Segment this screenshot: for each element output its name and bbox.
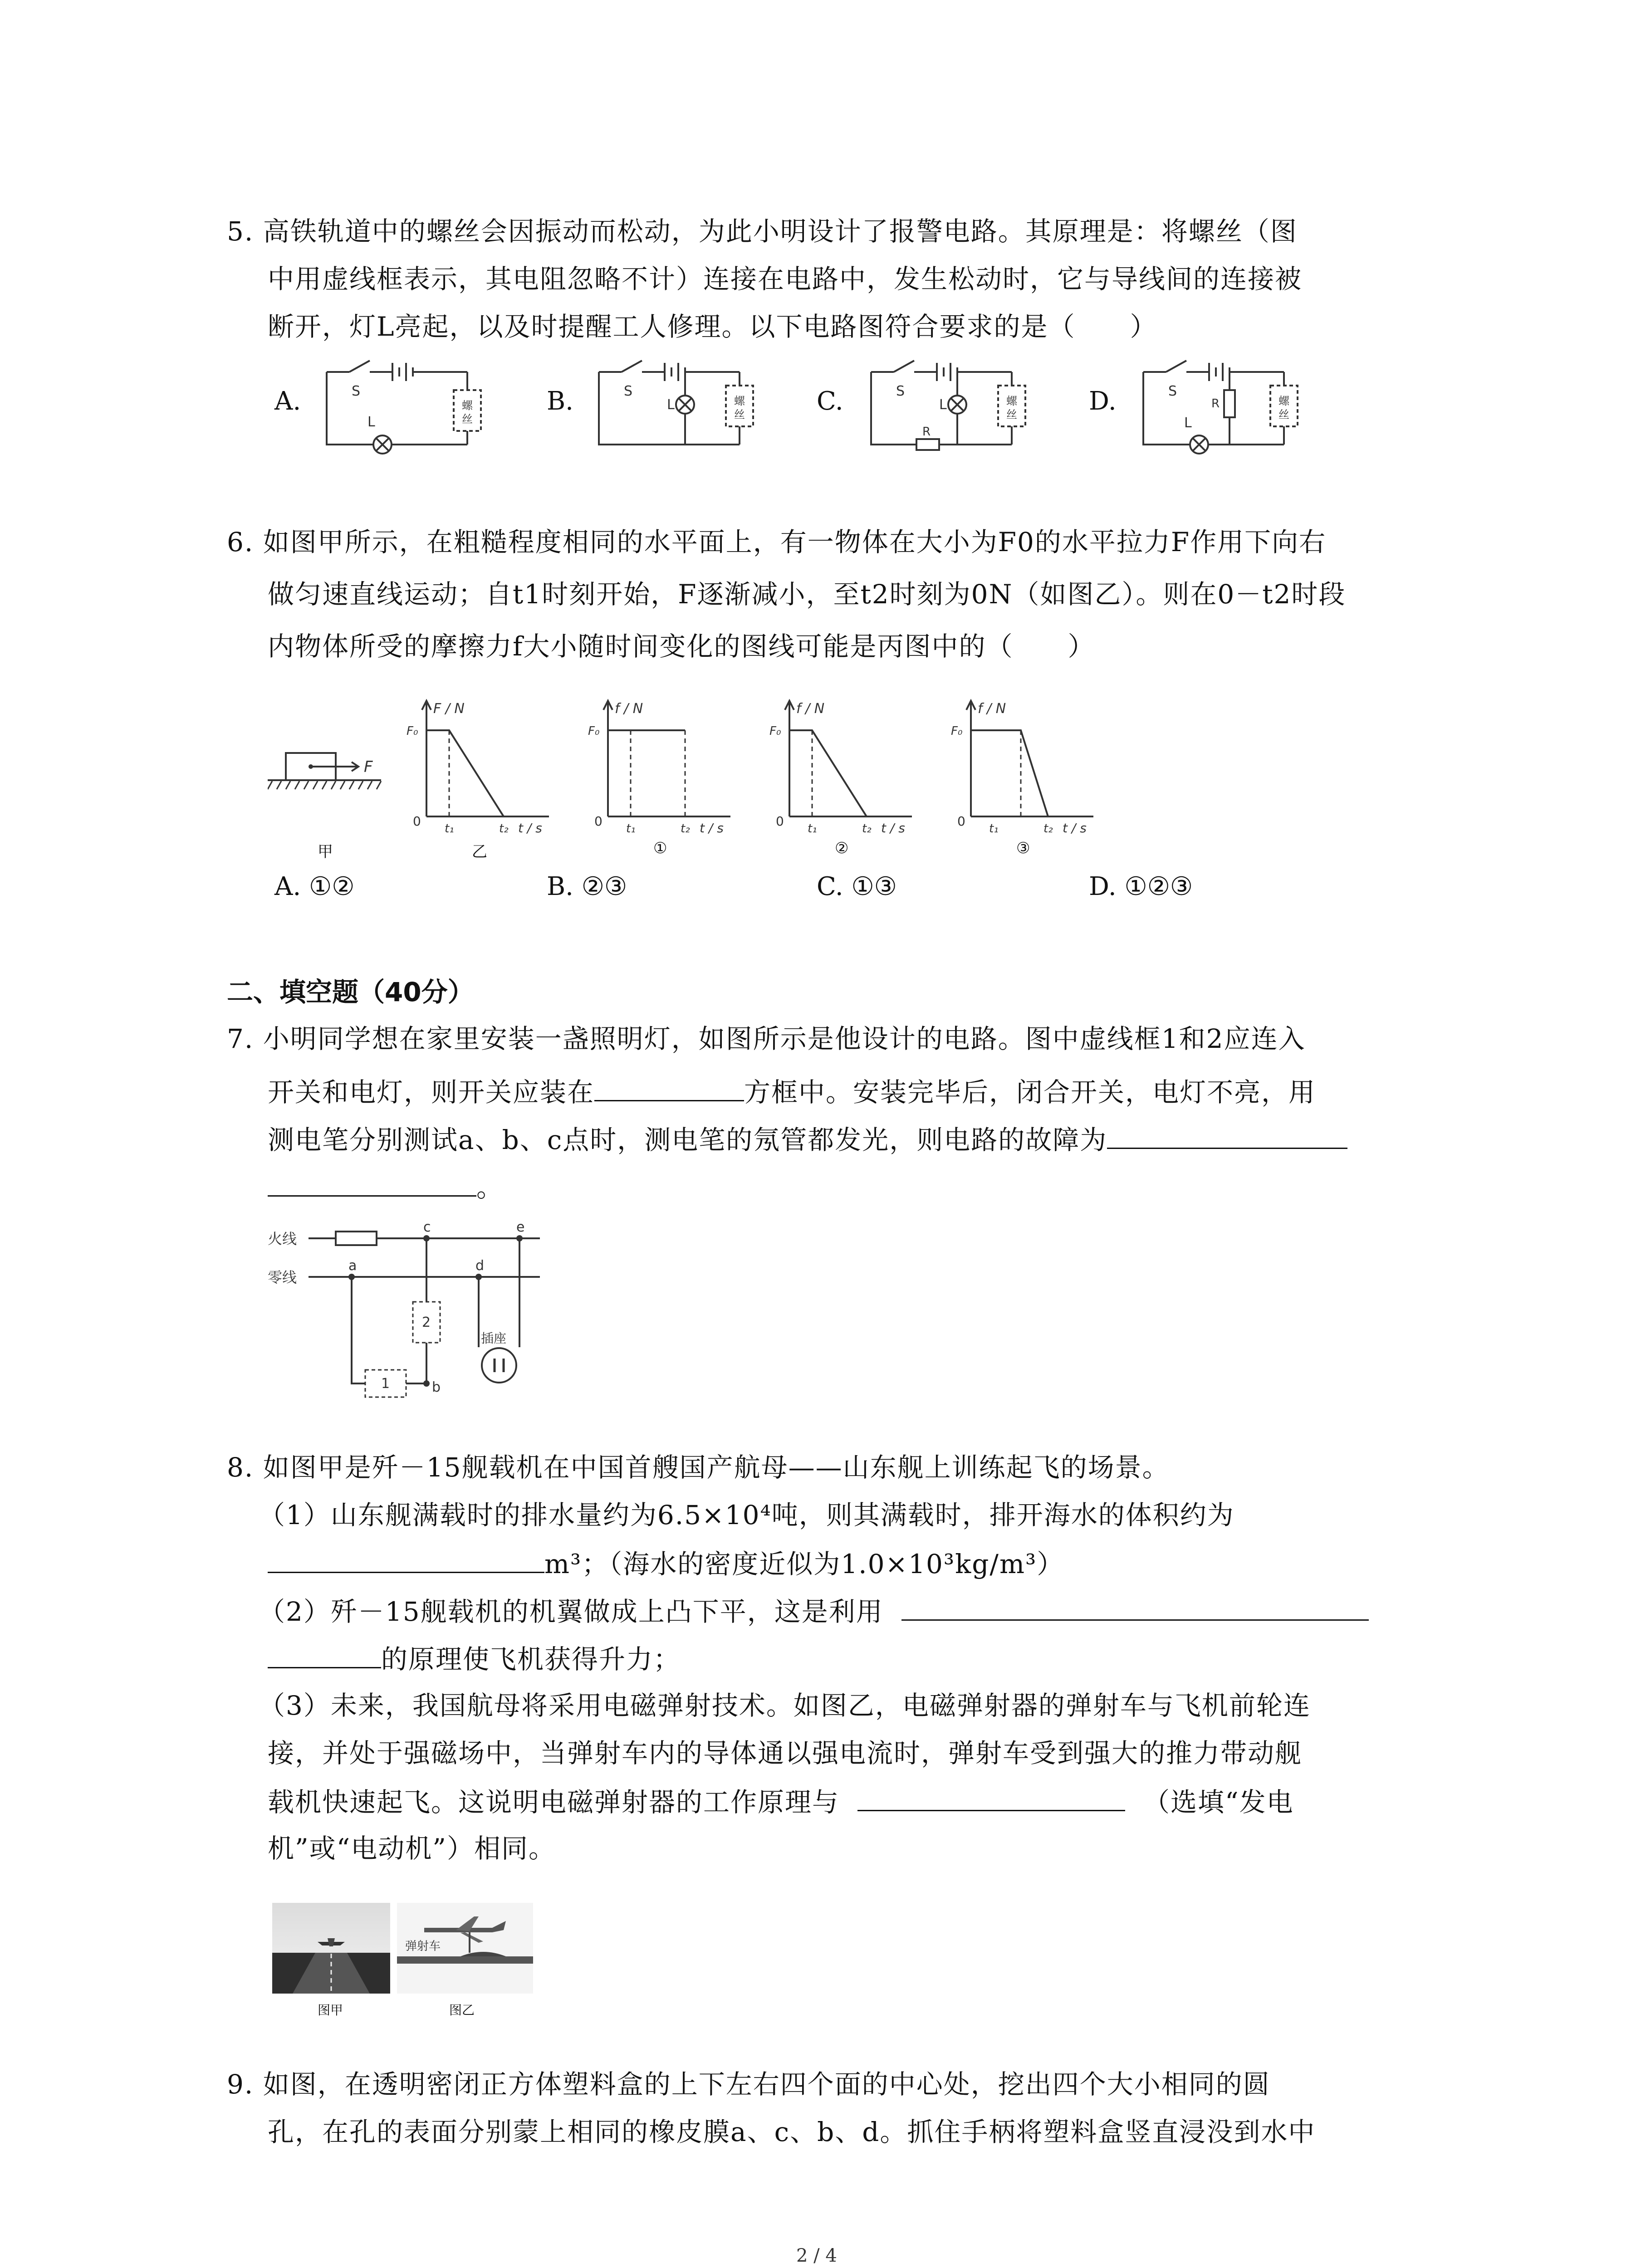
q7-line-3-text: 测电笔分别测试a、b、c点时，测电笔的氖管都发光，则电路的故障为: [268, 1124, 1107, 1155]
q8-part3-line-d: 机”或“电动机”）相同。: [268, 1833, 556, 1864]
house-wiring-diagram: [268, 1207, 585, 1402]
svg-text:F₀: F₀: [951, 724, 963, 738]
q8-part1-line-b: [268, 1545, 1064, 1582]
q7-line-2-text-b: 方框中。安装完毕后，闭合开关，电灯不亮，用: [744, 1077, 1316, 1108]
label-point-a: a: [348, 1258, 357, 1274]
q8-part1-line-a: （1）山东舰满载时的排水量约为6.5×10⁴吨，则其满载时，排开海水的体积约为: [259, 1500, 1234, 1530]
q7-blank-2a[interactable]: [1107, 1120, 1347, 1149]
graph-yi-force-time: [399, 689, 563, 835]
svg-text:t₂: t₂: [1043, 822, 1053, 835]
q7-line-2-text-a: 开关和电灯，则开关应装在: [268, 1077, 595, 1108]
q7-blank-1[interactable]: [594, 1073, 744, 1101]
graph-1-friction-time: [581, 689, 744, 835]
caption-circle-1: ①: [653, 839, 667, 857]
label-point-e: e: [516, 1219, 525, 1235]
q9-line-1: 9. 如图，在透明密闭正方体塑料盒的上下左右四个面的中心处，挖出四个大小相同的圆: [227, 2069, 1270, 2100]
figure-block-on-surface: [268, 744, 399, 812]
q6-line-2: 做匀速直线运动；自t1时刻开始，F逐渐减小，至t2时刻为0N（如图乙）。则在0－t2时段: [268, 579, 1346, 610]
circuit-diagram-c: [862, 354, 1053, 458]
caption-circle-3: ③: [1016, 839, 1030, 857]
svg-text:f / N: f / N: [796, 701, 825, 717]
svg-text:丝: 丝: [1279, 408, 1289, 421]
page-number: 2 / 4: [796, 2245, 837, 2266]
q8-blank-2b[interactable]: [268, 1640, 381, 1668]
caption-figure-jia: 图甲: [318, 2003, 343, 2018]
svg-text:t / s: t / s: [881, 821, 905, 835]
q6-option-d: D. ①②③: [1089, 872, 1193, 901]
svg-text:R: R: [1211, 397, 1220, 411]
svg-text:F / N: F / N: [433, 701, 465, 717]
svg-text:t₁: t₁: [626, 822, 636, 835]
q8-blank-3[interactable]: [857, 1783, 1125, 1811]
section-heading-fill-in: 二、填空题（40分）: [227, 977, 474, 1007]
photo-carrier-takeoff: [272, 1903, 390, 1994]
q7-line-4: [268, 1168, 504, 1206]
q8-part3-line-b: 接，并处于强磁场中，当弹射车内的导体通以强电流时，弹射车受到强大的推力带动舰: [268, 1738, 1303, 1769]
caption-circle-2: ②: [835, 839, 849, 857]
svg-text:F₀: F₀: [407, 724, 418, 738]
label-live-wire: 火线: [268, 1230, 297, 1247]
svg-text:t₁: t₁: [445, 822, 454, 835]
graph-2-friction-time: [762, 689, 926, 835]
q6-line-1: 6. 如图甲所示，在粗糙程度相同的水平面上，有一物体在大小为F0的水平拉力F作用下向右: [227, 527, 1327, 557]
q6-option-b: B. ②③: [547, 872, 627, 901]
q5-line-2: 中用虚线框表示，其电阻忽略不计）连接在电路中，发生松动时，它与导线间的连接被: [268, 264, 1303, 294]
q8-part2-text-a: （2）歼－15舰载机的机翼做成上凸下平，这是利用: [259, 1596, 883, 1627]
q5-option-a-label: A.: [274, 386, 301, 416]
q8-part2-text-b: 的原理使飞机获得升力；: [381, 1644, 681, 1675]
q6-line-3: 内物体所受的摩擦力f大小随时间变化的图线可能是丙图中的（ ）: [268, 631, 1095, 662]
q7-line-2: [268, 1073, 1316, 1110]
label-point-b: b: [432, 1379, 441, 1395]
label-box-2: 2: [422, 1315, 431, 1330]
svg-text:F₀: F₀: [588, 724, 600, 738]
svg-text:螺: 螺: [734, 395, 745, 407]
svg-text:f / N: f / N: [615, 701, 643, 717]
q7-blank-2b[interactable]: [268, 1168, 476, 1197]
svg-text:F₀: F₀: [769, 724, 781, 738]
q8-part2-line-a: [259, 1592, 1369, 1630]
q5-option-b-label: B.: [547, 386, 573, 416]
q5-option-c-label: C.: [817, 386, 843, 416]
q7-line-4-text: 。: [476, 1172, 504, 1203]
svg-text:t₂: t₂: [681, 822, 690, 835]
circuit-diagram-a: [318, 354, 508, 458]
svg-text:0: 0: [594, 814, 603, 829]
circuit-diagram-d: [1134, 354, 1325, 458]
q8-part2-line-b: [268, 1640, 681, 1677]
q8-part3-line-c: [268, 1783, 1294, 1820]
q5-line-1: 5. 高铁轨道中的螺丝会因振动而松动，为此小明设计了报警电路。其原理是：将螺丝（图: [227, 216, 1298, 247]
svg-text:t₂: t₂: [499, 822, 509, 835]
label-point-c: c: [423, 1219, 431, 1235]
label-socket: 插座: [481, 1331, 507, 1346]
graph-3-friction-time: [944, 689, 1107, 835]
q8-part3-text-c1: 载机快速起飞。这说明电磁弹射器的工作原理与: [268, 1787, 840, 1818]
svg-text:S: S: [624, 383, 633, 399]
svg-text:S: S: [896, 383, 905, 399]
svg-text:L: L: [367, 414, 375, 430]
q8-part3-line-a: （3）未来，我国航母将采用电磁弹射技术。如图乙，电磁弹射器的弹射车与飞机前轮连: [259, 1690, 1311, 1721]
label-neutral-wire: 零线: [268, 1269, 297, 1286]
svg-text:0: 0: [776, 814, 784, 829]
svg-text:0: 0: [413, 814, 421, 829]
svg-text:螺: 螺: [1006, 395, 1017, 407]
q8-part3-text-c2: （选填“发电: [1143, 1787, 1294, 1818]
circuit-diagram-b: [590, 354, 780, 458]
svg-text:0: 0: [957, 814, 965, 829]
svg-text:R: R: [922, 425, 931, 439]
caption-jia: 甲: [318, 843, 333, 861]
force-label: F: [364, 758, 373, 776]
label-box-1: 1: [381, 1376, 390, 1392]
svg-text:L: L: [667, 397, 675, 413]
svg-text:f / N: f / N: [978, 701, 1006, 717]
q9-line-2: 孔，在孔的表面分别蒙上相同的橡皮膜a、c、b、d。抓住手柄将塑料盒竖直浸没到水中: [268, 2116, 1316, 2147]
svg-text:丝: 丝: [734, 408, 745, 421]
diagram-catapult-car: [397, 1903, 533, 1994]
svg-text:S: S: [1168, 383, 1177, 399]
q5-option-d-label: D.: [1089, 386, 1117, 416]
svg-text:L: L: [939, 397, 947, 413]
q7-line-1: 7. 小明同学想在家里安装一盏照明灯，如图所示是他设计的电路。图中虚线框1和2应连入: [227, 1023, 1306, 1054]
svg-text:丝: 丝: [462, 413, 473, 425]
svg-text:t₁: t₁: [989, 822, 999, 835]
svg-text:螺: 螺: [462, 399, 473, 412]
q6-option-c: C. ①③: [817, 872, 897, 901]
q8-line-1: 8. 如图甲是歼－15舰载机在中国首艘国产航母——山东舰上训练起飞的场景。: [227, 1452, 1170, 1483]
svg-text:螺: 螺: [1279, 395, 1289, 407]
q7-line-3: [268, 1120, 1347, 1158]
q8-blank-1[interactable]: [268, 1545, 544, 1573]
svg-text:t₂: t₂: [862, 822, 872, 835]
svg-text:S: S: [352, 383, 361, 399]
q5-line-3: 断开，灯L亮起，以及时提醒工人修理。以下电路图符合要求的是（ ）: [268, 311, 1157, 342]
caption-figure-yi: 图乙: [449, 2003, 475, 2018]
q8-blank-2a[interactable]: [901, 1592, 1369, 1621]
svg-text:t / s: t / s: [700, 821, 724, 835]
svg-text:t / s: t / s: [1063, 821, 1087, 835]
svg-text:t / s: t / s: [518, 821, 542, 835]
label-point-d: d: [475, 1258, 485, 1274]
q8-part1-text-b: m³；（海水的密度近似为1.0×10³kg/m³）: [544, 1549, 1064, 1579]
svg-text:丝: 丝: [1006, 408, 1017, 421]
svg-text:t₁: t₁: [808, 822, 817, 835]
caption-yi: 乙: [472, 843, 487, 861]
label-catapult-car: 弹射车: [405, 1940, 441, 1953]
q6-option-a: A. ①②: [274, 872, 355, 901]
svg-text:L: L: [1184, 415, 1192, 431]
